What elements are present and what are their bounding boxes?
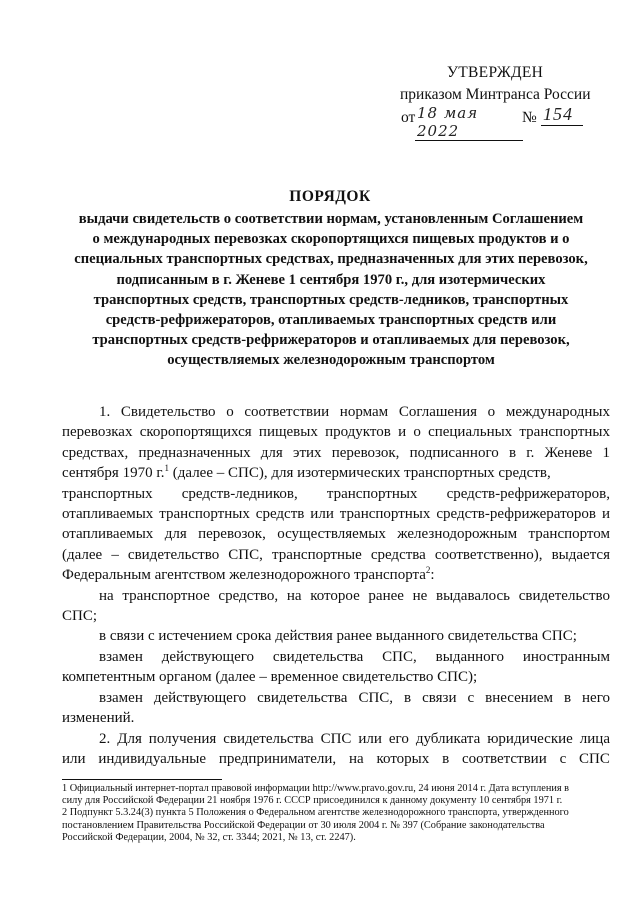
body-line: (далее – свидетельство СПС, транспортные средства соответственно), выдается: [62, 546, 610, 563]
word: СПС,: [382, 648, 417, 665]
subtitle-line: подписанным в г. Женеве 1 сентября 1970 г., для изотермических: [116, 271, 546, 288]
word: средств-ледников,: [181, 485, 298, 502]
footnote-1-line: силу для Российской Федерации 21 ноября 1976 г. СССР присоединился к данному документу 10 сентября 1971 г.: [62, 795, 563, 807]
word: которых: [376, 750, 430, 767]
footnote-1-line: 1 Официальный интернет-портал правовой информации http://www.pravo.gov.ru, 24 июня 2014 г. Дата вступления в: [62, 783, 570, 794]
word: соответствии: [461, 750, 547, 767]
word: свидетельства: [272, 648, 364, 665]
body-line: перевозках скоропортящихся пищевых продуктов и о специальных транспортных: [62, 424, 610, 441]
approval-ot: от: [401, 109, 416, 126]
approval-block: [395, 62, 615, 140]
footnote-ref-2: 2: [425, 565, 431, 576]
list-item-4-line1: взамен действующего свидетельства СПС, в связи с внесением в него: [99, 689, 610, 706]
word: взамен: [99, 648, 143, 665]
list-item-3-line2: компетентным органом (далее – временное свидетельство СПС);: [62, 669, 478, 686]
footnote-2-line: постановлением Правительства Российской Федерации от 30 июля 2004 г. № 397 (Собрание законодательства: [62, 819, 545, 831]
subtitle-line: специальных транспортных средствах, предназначенных для этих перевозок,: [74, 251, 588, 268]
paragraph-2-line1: 2. Для получения свидетельства СПС или его дубликата юридические лица: [99, 730, 610, 747]
list-item-2: в связи с истечением срока действия ранее выданного свидетельства СПС;: [99, 628, 577, 645]
word: действующего: [161, 648, 255, 665]
word: в: [442, 750, 450, 767]
footnote-ref-1: 1: [164, 463, 170, 474]
footnote-2-line: Российской Федерации, 2004, № 32, ст. 3344; 2021, № 13, ст. 2247).: [62, 831, 356, 843]
subtitle-line: средств-рефрижераторов, отапливаемых транспортных средств или: [105, 312, 557, 329]
subtitle-line: транспортных средств-рефрижераторов и отапливаемых для перевозок,: [92, 332, 570, 349]
footnote-divider: [62, 779, 222, 780]
body-line: 1. Свидетельство о соответствии нормам Соглашения о международных: [99, 404, 610, 420]
body-line: отапливаемых для перевозок, осуществляемых железнодорожным транспортом: [62, 526, 610, 543]
body-line: [62, 484, 610, 504]
body-line: [62, 565, 610, 585]
approval-title: УТВЕРЖДЕН: [447, 64, 544, 81]
word: выданного: [435, 648, 504, 665]
number-label: №: [522, 109, 537, 126]
document-title: ПОРЯДОК: [289, 188, 371, 205]
body-text: сентября 1970 г.: [62, 465, 165, 482]
word: средств-рефрижераторов,: [446, 485, 610, 502]
handwritten-date: 18 мая 2022: [415, 104, 523, 141]
word: или: [62, 750, 86, 767]
body-line: отапливаемых транспортных средств или транспортных средств-рефрижераторов и: [62, 506, 610, 523]
paragraph-2-line2: [62, 749, 610, 769]
word: на: [349, 750, 364, 767]
word: транспортных: [62, 485, 153, 502]
body-line: [62, 463, 610, 483]
subtitle-line: о международных перевозках скоропортящихся пищевых продуктов и о: [92, 231, 570, 248]
approval-date-number: [395, 104, 615, 140]
list-item-1-line2: СПС;: [62, 608, 98, 625]
handwritten-number: 154: [541, 104, 583, 126]
body-line: средствах, предназначенных для этих перевозок, подписанного в г. Женеве 1: [62, 444, 610, 461]
subtitle-line: осуществляемых железнодорожным транспортом: [167, 352, 495, 369]
word: предприниматели,: [218, 750, 337, 767]
list-item-3-line1: [62, 647, 610, 667]
footnotes: [62, 783, 610, 844]
paragraph-1: [62, 402, 610, 586]
subtitle-line: транспортных средств, транспортных средств-ледников, транспортных: [93, 291, 569, 308]
list-item-1-line1: на транспортное средство, на которое ранее не выдавалось свидетельство: [99, 587, 610, 604]
list-item-4-line2: изменений.: [62, 710, 135, 727]
document-body: [62, 402, 610, 769]
approval-order-line: приказом Минтранса России: [400, 86, 591, 103]
word: транспортных: [326, 485, 418, 502]
footnote-2-line: 2 Подпункт 5.3.24(3) пункта 5 Положения о Федеральном агентстве железнодорожного транспорта, утвержденного: [62, 807, 569, 819]
word: СПС: [579, 750, 610, 767]
body-text: (далее – СПС), для изотермических транспортных средств,: [169, 465, 551, 482]
word: с: [559, 750, 567, 767]
subtitle-line: выдачи свидетельств о соответствии нормам, установленным Соглашением: [78, 211, 584, 227]
word: индивидуальные: [98, 750, 206, 767]
word: иностранным: [522, 648, 610, 665]
document-subtitle: [62, 209, 600, 371]
body-text: :: [430, 567, 435, 584]
body-text: Федеральным агентством железнодорожного транспорта: [62, 567, 426, 584]
